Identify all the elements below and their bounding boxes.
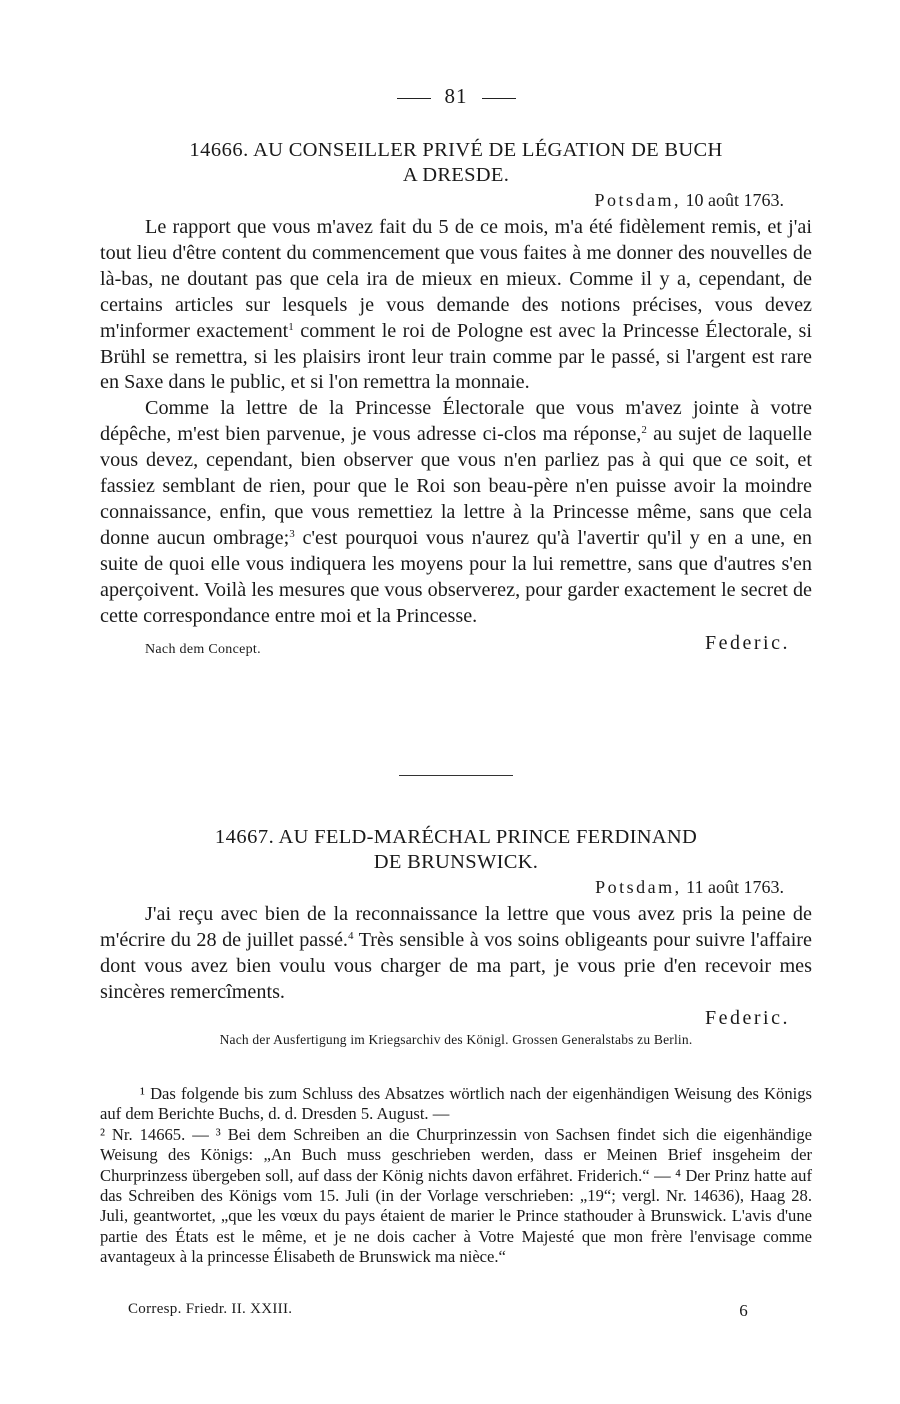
- letter-heading: [100, 138, 812, 188]
- letter-14666: [100, 138, 812, 662]
- signature: Federic.: [705, 1006, 790, 1029]
- footnote: ² Nr. 14665. — ³ Bei dem Schreiben an die Churprinzessin von Sachsen findet sich die eigenhändige Weisung des Königs: „An Buch muss geschrieben werden, dass er Meinen Brief insgeheim der Churprinzess übergeben soll, auf dass der König nichts davon erfähret. Friderich.“ — ⁴ Der Prinz hatte auf das Schreiben des Königs vom 15. Juli (in der Vorlage verschrieben: „19“; vergl. Nr. 14636), Haag 28. Juli, geantwortet, „que les vœux du pays étaient de marier le Prince stathouder à Brunswick. L'avis d'une partie des États est le même, et je ne dois cacher à Votre Majesté que mon frère l'envisage comme avantageux à la princesse Élisabeth de Brunswick ma nièce.“: [100, 1124, 812, 1267]
- paragraph-text: Le rapport que vous m'avez fait du 5 de ce mois, m'a été fidèlement remis, et j'ai tout lieu d'être content du commencement que vous faites à me donner des nouvelles de là-bas, ne doutant pas que cela ira de mieux en mieux. Comme il y a, cependant, de certains articles sur lesquels je vous demande des notions précises, vous devez m'informer exactement: [100, 216, 812, 342]
- source-note: Nach der Ausfertigung im Kriegsarchiv des Königl. Grossen Generalstabs zu Berlin.: [219, 1031, 693, 1047]
- footnotes: [100, 1084, 812, 1268]
- letter-heading-line1: AU FELD-MARÉCHAL PRINCE FERDINAND: [278, 826, 698, 848]
- letter-body: [100, 215, 812, 630]
- page-number-text: 81: [444, 84, 468, 108]
- letter-place: Potsdam,: [594, 190, 681, 210]
- footer-collection: Corresp. Friedr. II. XXIII.: [128, 1301, 293, 1317]
- page-number-rule-right: [482, 98, 516, 99]
- letter-body: [100, 902, 812, 1006]
- footnote-mark: 4: [347, 929, 354, 942]
- signature: Federic.: [705, 631, 790, 654]
- letter-number: 14666.: [189, 139, 249, 161]
- letter-heading-line1: AU CONSEILLER PRIVÉ DE LÉGATION DE BUCH: [253, 139, 723, 161]
- footer-signature-number: 6: [739, 1301, 748, 1320]
- letter-heading-line2: A DRESDE.: [402, 164, 510, 186]
- page-number: [100, 84, 812, 109]
- paragraph-text: c'est pourquoi vous n'aurez qu'à l'avertir qu'il y en a une, en suite de quoi elle vous indiquera les moyens pour la lui remettre, sans que d'autres s'en aperçoivent. Voilà les mesures que vous observerez, pour garder exactement le secret de cette correspondance entre moi et la Princesse.: [100, 526, 812, 627]
- footnote: ¹ Das folgende bis zum Schluss des Absatzes wörtlich nach der eigenhändigen Weisung des Königs auf dem Berichte Buchs, d. d. Dresden 5. August. —: [100, 1084, 812, 1124]
- page-footer: [128, 1301, 748, 1318]
- paragraph-text: Très sensible à vos soins obligeants pour suivre l'affaire dont vous avez bien voulu vous charger de ma part, je vous prie d'en recevoir mes sincères remercîments.: [100, 928, 812, 1003]
- paragraph-text: Comme la lettre de la Princesse Électorale que vous m'avez jointe à votre dépêche, m'est bien parvenue, je vous adresse ci-clos ma réponse,: [100, 397, 812, 446]
- paragraph-text: au sujet de laquelle vous devez, cependant, bien observer que vous n'en parliez pas à qui que ce soit, et fassiez semblant de rien, pour que le Roi son beau-père n'en puisse avoir la moindre connaissance, enfin, que vous remettiez la lettre à la Princesse même, sans que cela donne aucun ombrage;: [100, 423, 812, 549]
- letter-14667: [100, 825, 812, 1048]
- letter-heading: [100, 825, 812, 875]
- letter-date: 10 août 1763.: [685, 190, 784, 210]
- paragraph-text: J'ai reçu avec bien de la reconnaissance la lettre que vous avez pris la peine de m'écrire du 28 de juillet passé.: [100, 903, 812, 951]
- body-paragraph: [100, 902, 812, 1006]
- footnote-mark: 3: [289, 527, 295, 540]
- letter-number: 14667.: [214, 826, 275, 848]
- footnote-mark: 1: [288, 320, 294, 333]
- body-paragraph: [100, 396, 812, 629]
- section-divider: [399, 775, 513, 776]
- letter-dateline: [100, 188, 784, 212]
- source-note: Nach dem Concept.: [145, 641, 261, 657]
- paragraph-text: comment le roi de Pologne est avec la Princesse Électorale, si Brühl se remettra, si les plaisirs iront leur train comme par le passé, si l'argent est rare en Saxe dans le public, et si l'on remettra la monnaie.: [100, 319, 813, 394]
- letter-place: Potsdam,: [595, 877, 682, 897]
- letter-dateline: [100, 875, 784, 899]
- page-number-rule-left: [397, 98, 431, 99]
- footnote-mark: 2: [641, 424, 647, 437]
- letter-date: 11 août 1763.: [686, 877, 784, 897]
- signature-line: [100, 632, 812, 662]
- body-paragraph: [100, 215, 812, 396]
- letter-heading-line2: DE BRUNSWICK.: [373, 851, 539, 873]
